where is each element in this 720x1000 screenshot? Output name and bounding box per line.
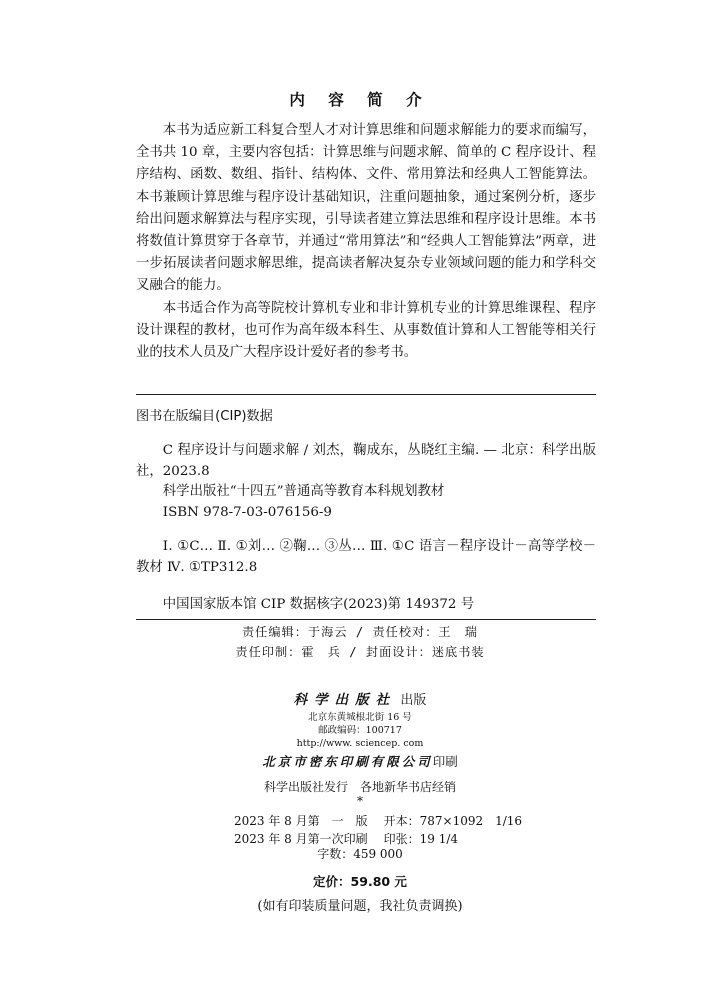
production-credits: 责任印制：霍 兵 / 封面设计：迷底书装 xyxy=(235,645,485,659)
printer-name: 北京市密东印刷有限公司 xyxy=(262,754,433,769)
summary-body xyxy=(136,120,596,364)
editor-credits: 责任编辑：于海云 / 责任校对：王 瑞 xyxy=(241,625,478,639)
cip-heading: 图书在版编目(CIP)数据 xyxy=(136,409,273,424)
publisher-line xyxy=(0,690,720,711)
distribution-line: 科学出版社发行 各地新华书店经销 xyxy=(263,780,456,794)
summary-heading: 内 容 简 介 xyxy=(289,91,431,109)
imprint-block xyxy=(0,690,720,806)
quality-notice: (如有印装质量问题，我社负责调换) xyxy=(257,899,463,914)
top-divider xyxy=(136,394,596,395)
summary-paragraph: 本书适合作为高等院校计算机专业和非计算机专业的计算思维课程、程序设计课程的教材，也可作为高年级本科生、从事数值计算和人工智能等相关行业的技术人员及广大程序设计爱好者的参考书。 xyxy=(136,300,596,361)
sheets: 印张：19 1/4 xyxy=(383,832,459,846)
cip-entry: C 程序设计与问题求解 / 刘杰，鞠成东，丛晓红主编. — 北京：科学出版社，2023.8 xyxy=(136,443,596,479)
word-count: 字数：459 000 xyxy=(317,847,403,861)
publisher-suffix: 出版 xyxy=(400,693,427,708)
cip-isbn: ISBN 978-7-03-076156-9 xyxy=(162,504,332,520)
cip-record-block xyxy=(136,441,596,523)
cip-series: 科学出版社“十四五”普通高等教育本科规划教材 xyxy=(162,484,445,499)
format: 开本：787×1092 1/16 xyxy=(383,814,523,828)
cip-classification: Ⅰ. ①C… Ⅱ. ①刘… ②鞠… ③丛… Ⅲ. ①C 语言－程序设计－高等学校－教材 Ⅳ. ①TP312.8 xyxy=(136,539,596,575)
edition-date: 2023 年 8 月第 一 版 xyxy=(234,814,368,828)
separator-asterisk: * xyxy=(357,794,363,808)
print-date: 2023 年 8 月第一次印刷 xyxy=(234,832,368,846)
cip-record-number: 中国国家版本馆 CIP 数据核字(2023)第 149372 号 xyxy=(162,597,475,612)
bottom-divider xyxy=(136,619,596,620)
printer-suffix: 印刷 xyxy=(432,754,458,769)
publisher-address: 北京东黄城根北街 16 号 xyxy=(308,712,412,723)
summary-paragraph: 本书为适应新工科复合型人才对计算思维和问题求解能力的要求而编写，全书共 10 章，主要内容包括：计算思维与问题求解、简单的 C 程序设计、程序结构、函数、数组、指针、结构体、文件、常用算法和经典人工智能算法。本书兼顾计算思维与程序设计基础知识，注重问题抽象，通过案例分析，逐步给出问题求解算法与程序实现，引导读者建立算法思维和程序设计思维。本书将数值计算贯穿于各章节，并通过“常用算法”和“经典人工智能算法”两章，进一步拓展读者问题求解思维，提高读者解决复杂专业领域问题的能力和学科交叉融合的能力。 xyxy=(136,123,596,294)
print-specs xyxy=(232,811,524,849)
publisher-name: 科学出版社 xyxy=(293,692,397,708)
price: 定价：59.80 元 xyxy=(313,874,407,889)
publisher-website: http://www. sciencep. com xyxy=(296,738,424,749)
printer-line xyxy=(0,752,720,772)
publisher-postcode: 邮政编码：100717 xyxy=(318,725,402,736)
